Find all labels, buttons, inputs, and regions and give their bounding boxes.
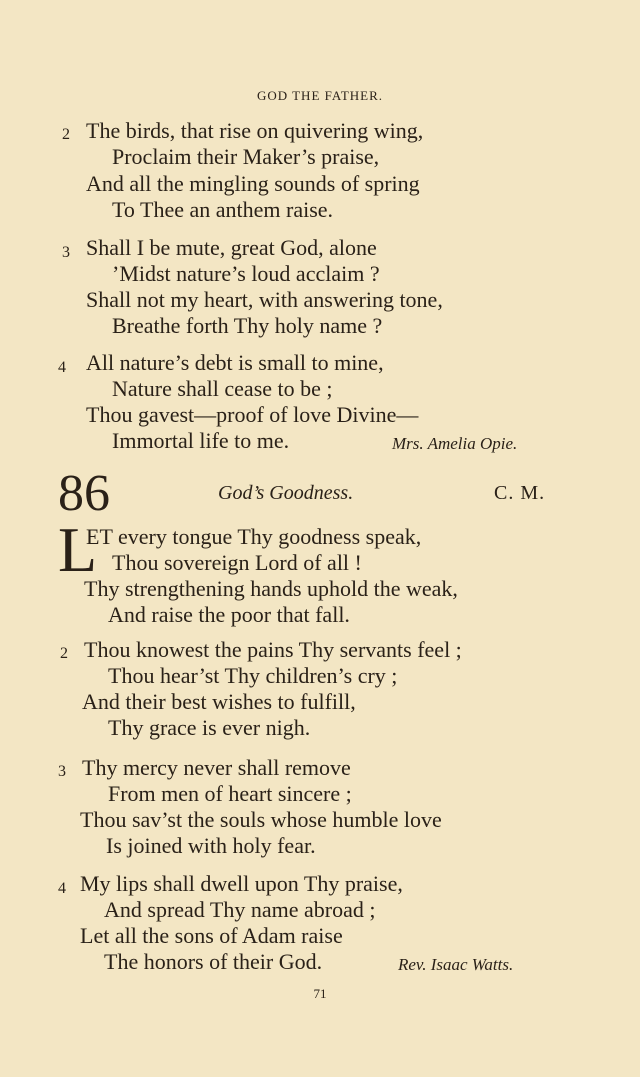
verse-line: The birds, that rise on quivering wing,: [86, 118, 424, 143]
verse-line: Thou knowest the pains Thy servants feel ;: [84, 637, 462, 662]
verse-line: Thy mercy never shall remove: [82, 755, 351, 780]
drop-cap: L: [58, 514, 98, 585]
stanza-number: 3: [58, 763, 66, 780]
verse-line: Thy strengthening hands uphold the weak,: [84, 576, 458, 601]
attribution: Rev. Isaac Watts.: [398, 955, 514, 974]
verse-line: Breathe forth Thy holy name ?: [112, 313, 383, 338]
verse-line: To Thee an anthem raise.: [112, 197, 334, 222]
stanza-number: 4: [58, 880, 66, 897]
verse-line: And their best wishes to fulfill,: [82, 689, 356, 714]
verse-line: Proclaim their Maker’s praise,: [112, 144, 380, 169]
verse-line: And raise the poor that fall.: [108, 602, 350, 627]
verse-line: Thou sav’st the souls whose humble love: [80, 807, 442, 832]
stanza-number: 3: [62, 244, 70, 261]
stanza-number: 2: [60, 645, 68, 662]
verse-line: Thy grace is ever nigh.: [108, 715, 311, 740]
verse-line: Thou sovereign Lord of all !: [112, 550, 362, 575]
verse-line: Is joined with holy fear.: [106, 833, 316, 858]
running-header: GOD THE FATHER.: [256, 88, 384, 103]
hymn-meter: C. M.: [494, 482, 546, 504]
verse-line: All nature’s debt is small to mine,: [86, 350, 384, 375]
verse-line: Shall not my heart, with answering tone,: [86, 287, 443, 312]
page-number: 71: [313, 986, 327, 1001]
stanza-number: 4: [58, 359, 66, 376]
hymn-title: God’s Goodness.: [218, 482, 354, 504]
verse-line: From men of heart sincere ;: [108, 781, 352, 806]
verse-line: And spread Thy name abroad ;: [104, 897, 376, 922]
verse-line: Thou hear’st Thy children’s cry ;: [108, 663, 398, 688]
verse-line: Shall I be mute, great God, alone: [86, 235, 377, 260]
verse-line: The honors of their God.: [104, 949, 323, 974]
verse-line: ’Midst nature’s loud acclaim ?: [112, 261, 380, 286]
verse-line: Immortal life to me.: [112, 428, 290, 453]
stanza-number: 2: [62, 126, 70, 143]
attribution: Mrs. Amelia Opie.: [392, 434, 518, 453]
verse-line: Let all the sons of Adam raise: [80, 923, 343, 948]
verse-line: And all the mingling sounds of spring: [86, 171, 420, 196]
verse-line: Nature shall cease to be ;: [112, 376, 333, 401]
verse-line: Thou gavest—proof of love Divine—: [86, 402, 419, 427]
verse-line: My lips shall dwell upon Thy praise,: [80, 871, 403, 896]
verse-line: ET every tongue Thy goodness speak,: [86, 524, 422, 549]
hymn-number: 86: [58, 465, 110, 522]
